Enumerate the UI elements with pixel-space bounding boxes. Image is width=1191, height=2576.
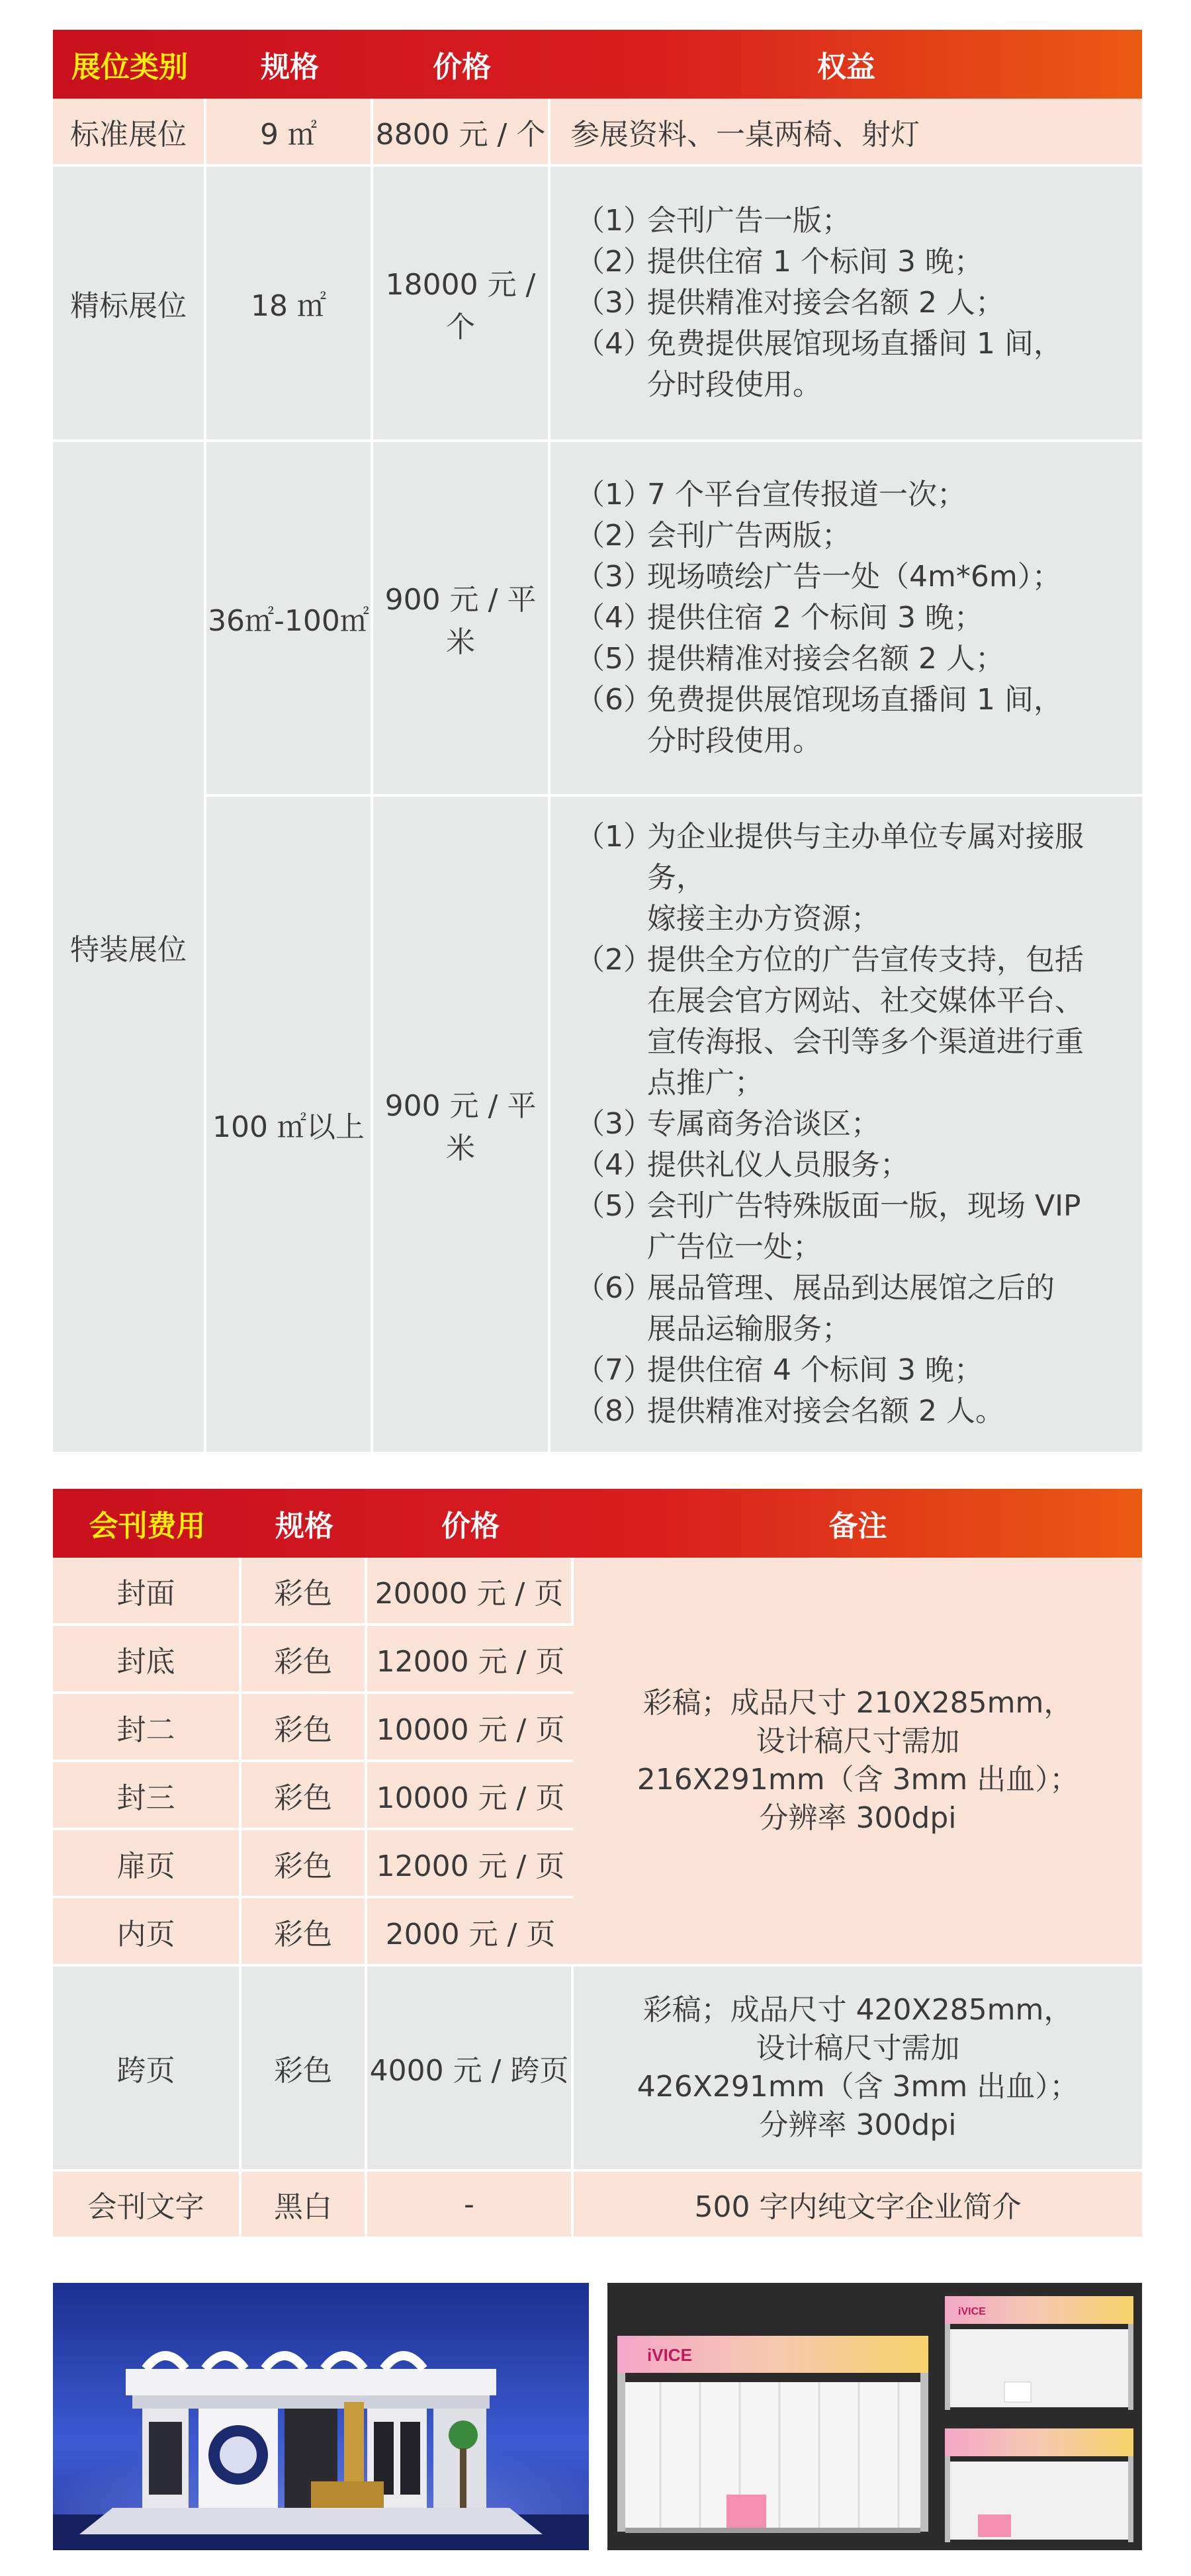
booth-fascia-logo-small: iVICE [958, 2306, 986, 2317]
cell-item: 内页 [53, 1898, 242, 1967]
benefit-text: 专属商务洽谈区； [647, 1107, 880, 1141]
cell-price: 900 元 / 平米 [373, 442, 551, 797]
cell-size: 36㎡-100㎡ [206, 442, 373, 797]
benefit-text: 提供精准对接会名额 2 人； [647, 286, 1004, 320]
cell-spec: 彩色 [242, 1898, 367, 1967]
benefit-number: （3） [576, 560, 652, 594]
ad-row-spread [53, 1967, 1142, 2172]
note-line: 彩稿；成品尺寸 420X285mm， [642, 1993, 1073, 2027]
row-standard-booth [53, 99, 1142, 167]
benefit-item [576, 283, 1135, 324]
benefit-number: （7） [576, 1353, 652, 1387]
cell-price: - [367, 2172, 574, 2239]
benefit-number: （2） [576, 245, 652, 279]
benefit-text: 分时段使用。 [647, 724, 822, 758]
row-special-booth-100-plus [53, 797, 1142, 1454]
cell-price: 10000 元 / 页 [367, 1762, 574, 1830]
note-line: 设计稿尺寸需加 [756, 2031, 960, 2065]
cell-benefits [551, 442, 1142, 797]
benefit-item [576, 324, 1135, 365]
cell-spec: 彩色 [242, 1830, 367, 1898]
benefit-text: 免费提供展馆现场直播间 1 间， [647, 683, 1063, 717]
cell-price: 12000 元 / 页 [367, 1830, 574, 1898]
benefit-item [576, 1104, 1135, 1145]
cell-price: 2000 元 / 页 [367, 1898, 574, 1967]
note-line: 分辨率 300dpi [759, 2108, 957, 2142]
benefit-item [576, 365, 1135, 406]
benefit-item [576, 1022, 1135, 1063]
special-booth-photo [53, 2283, 589, 2550]
benefit-number: （1） [576, 478, 652, 511]
header-price: 价格 [433, 50, 491, 84]
note-line: 设计稿尺寸需加 [756, 1724, 960, 1758]
benefit-item [576, 899, 1135, 940]
note-line: 216X291mm（含 3mm 出血）； [637, 1763, 1079, 1797]
ad-table-header [53, 1489, 1142, 1558]
benefit-number: （5） [576, 642, 652, 676]
cell-note-spread [574, 1967, 1142, 2172]
benefit-number: （6） [576, 1271, 652, 1305]
standard-booth-photo [607, 2283, 1142, 2550]
benefit-text: 宣传海报、会刊等多个渠道进行重 [647, 1025, 1084, 1059]
cell-spec: 彩色 [242, 1967, 367, 2172]
benefit-text: 在展会官方网站、社交媒体平台、 [647, 984, 1084, 1018]
cell-price: 18000 元 / 个 [373, 167, 551, 442]
benefit-text: 提供住宿 1 个标间 3 晚； [647, 245, 983, 279]
benefit-number: （3） [576, 1107, 652, 1141]
cell-size: 100 ㎡以上 [206, 797, 373, 1454]
cell-spec: 黑白 [242, 2172, 367, 2239]
special-booth-render [53, 2283, 589, 2550]
header-benefits: 权益 [817, 50, 875, 84]
cell-price: 20000 元 / 页 [367, 1558, 574, 1626]
cell-note-text: 500 字内纯文字企业简介 [574, 2172, 1142, 2239]
benefit-list [576, 817, 1135, 1432]
cell-price: 4000 元 / 跨页 [367, 1967, 574, 2172]
booth-table-header [53, 30, 1142, 99]
note-line: 彩稿；成品尺寸 210X285mm， [642, 1686, 1073, 1720]
benefit-item [576, 556, 1135, 598]
booth-fascia-logo: iVICE [647, 2345, 692, 2365]
cell-item: 封三 [53, 1762, 242, 1830]
cell-item: 封面 [53, 1558, 242, 1626]
benefit-item [576, 1145, 1135, 1186]
benefit-item [576, 639, 1135, 680]
standard-booth-render [607, 2283, 1142, 2550]
cell-item: 扉页 [53, 1830, 242, 1898]
cell-category: 精标展位 [53, 167, 206, 442]
benefit-item [576, 1350, 1135, 1391]
benefit-text: 展品运输服务； [647, 1312, 851, 1346]
note-line: 分辨率 300dpi [759, 1801, 957, 1835]
cell-size: 9 ㎡ [206, 99, 373, 167]
benefit-text: 提供精准对接会名额 2 人； [647, 642, 1004, 676]
header-spec: 规格 [275, 1509, 333, 1543]
cell-item: 跨页 [53, 1967, 242, 2172]
cell-benefits: 参展资料、一桌两椅、射灯 [551, 99, 1142, 167]
cell-category: 标准展位 [53, 99, 206, 167]
benefit-number: （2） [576, 943, 652, 977]
benefit-text: 提供全方位的广告宣传支持，包括 [647, 943, 1084, 977]
cell-item: 封二 [53, 1694, 242, 1762]
benefit-text: 提供精准对接会名额 2 人。 [647, 1394, 1004, 1428]
benefit-text: 7 个平台宣传报道一次； [647, 478, 966, 511]
note-line: 426X291mm（含 3mm 出血）； [637, 2070, 1079, 2104]
cell-spec: 彩色 [242, 1762, 367, 1830]
benefit-text: 会刊广告两版； [647, 519, 851, 553]
benefit-item [576, 474, 1135, 515]
benefit-number: （1） [576, 820, 652, 854]
cell-price: 900 元 / 平米 [373, 797, 551, 1454]
benefit-number: （4） [576, 601, 652, 635]
cell-category: 特装展位 [53, 442, 206, 1454]
benefit-text: 现场喷绘广告一处（4m*6m）； [647, 560, 1061, 594]
cell-spec: 彩色 [242, 1626, 367, 1694]
benefit-item [576, 1309, 1135, 1350]
benefit-text: 展品管理、展品到达展馆之后的 [647, 1271, 1055, 1305]
benefit-number: （6） [576, 683, 652, 717]
benefit-item [576, 1227, 1135, 1268]
benefit-item [576, 721, 1135, 762]
benefit-text: 广告位一处； [647, 1230, 822, 1264]
cell-spec: 彩色 [242, 1558, 367, 1626]
cell-price: 10000 元 / 页 [367, 1694, 574, 1762]
cell-price: 12000 元 / 页 [367, 1626, 574, 1694]
benefit-item [576, 680, 1135, 721]
benefit-text: 会刊广告特殊版面一版，现场 VIP [647, 1189, 1081, 1223]
ad-row-text-listing [53, 2172, 1142, 2239]
benefit-text: 分时段使用。 [647, 368, 822, 402]
benefit-text: 为企业提供与主办单位专属对接服务， [647, 820, 1084, 895]
benefit-text: 提供住宿 2 个标间 3 晚； [647, 601, 983, 635]
benefit-item [576, 817, 1135, 899]
benefit-text: 嫁接主办方资源； [647, 902, 880, 936]
benefit-item [576, 598, 1135, 639]
catalogue-ad-table [53, 1489, 1142, 2239]
benefit-number: （4） [576, 327, 652, 361]
benefit-text: 提供礼仪人员服务； [647, 1148, 909, 1182]
header-catalogue-fee: 会刊费用 [89, 1509, 206, 1543]
benefit-number: （4） [576, 1148, 652, 1182]
benefit-item [576, 981, 1135, 1022]
benefit-number: （3） [576, 286, 652, 320]
row-special-booth-36-100 [53, 442, 1142, 797]
cell-benefits [551, 797, 1142, 1454]
cell-note-single-page [574, 1558, 1142, 1967]
benefit-text: 会刊广告一版； [647, 204, 851, 238]
benefit-item [576, 1268, 1135, 1309]
header-booth-category: 展位类别 [71, 50, 188, 84]
cell-price: 8800 元 / 个 [373, 99, 551, 167]
cell-size: 18 ㎡ [206, 167, 373, 442]
benefit-item [576, 200, 1135, 242]
cell-item: 会刊文字 [53, 2172, 242, 2239]
cell-benefits [551, 167, 1142, 442]
ad-row-front-cover [53, 1558, 1142, 1626]
booth-price-table [53, 30, 1142, 1454]
benefit-item [576, 1391, 1135, 1432]
benefit-number: （5） [576, 1189, 652, 1223]
header-remarks: 备注 [828, 1509, 887, 1543]
header-price: 价格 [441, 1509, 500, 1543]
header-size: 规格 [261, 50, 319, 84]
row-premium-booth [53, 167, 1142, 442]
benefit-item [576, 242, 1135, 283]
benefit-text: 免费提供展馆现场直播间 1 间， [647, 327, 1063, 361]
benefit-item [576, 1186, 1135, 1227]
cell-spec: 彩色 [242, 1694, 367, 1762]
benefit-number: （8） [576, 1394, 652, 1428]
benefit-number: （2） [576, 519, 652, 553]
benefit-text: 点推广； [647, 1066, 764, 1100]
benefit-list [576, 474, 1135, 762]
benefit-text: 提供住宿 4 个标间 3 晚； [647, 1353, 983, 1387]
cell-item: 封底 [53, 1626, 242, 1694]
benefit-item [576, 940, 1135, 981]
benefit-item [576, 1063, 1135, 1104]
benefit-item [576, 515, 1135, 556]
benefit-number: （1） [576, 204, 652, 238]
benefit-list [576, 200, 1135, 406]
